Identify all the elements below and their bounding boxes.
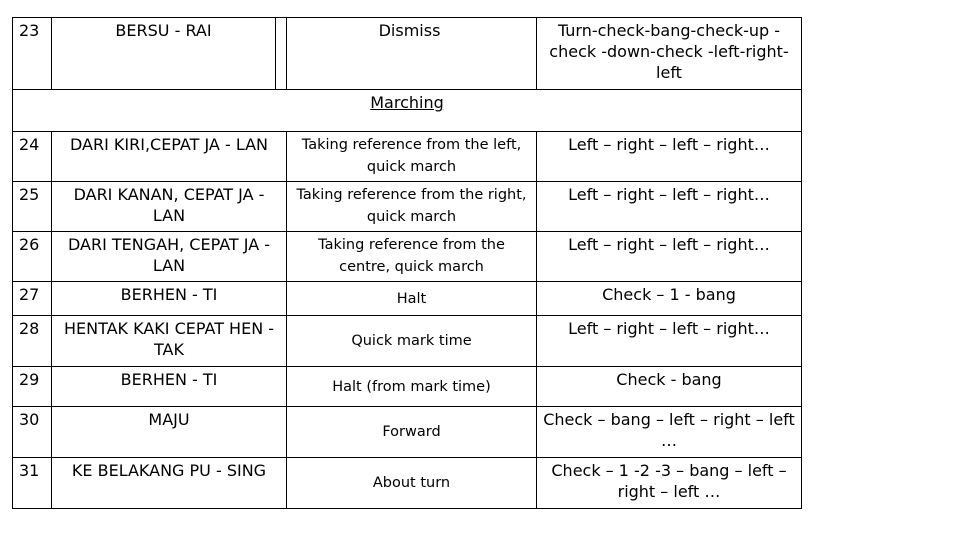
row-number: 31 [13,458,52,509]
malay-command: DARI KANAN, CEPAT JA - LAN [52,182,287,232]
table-row [13,18,802,90]
english-command: Taking reference from the centre, quick march [287,232,537,282]
section-header [13,90,802,132]
count-sequence: Check – bang – left – right – left … [537,407,802,458]
malay-command: KE BELAKANG PU - SING [52,458,287,509]
divider-cell [276,18,287,90]
table-row [13,132,802,182]
row-number: 30 [13,407,52,458]
malay-command: DARI KIRI,CEPAT JA - LAN [52,132,287,182]
section-title: Marching [370,93,444,112]
row-number: 29 [13,367,52,407]
english-command: Halt [287,282,537,316]
malay-command: DARI TENGAH, CEPAT JA - LAN [52,232,287,282]
english-command: Halt (from mark time) [287,367,537,407]
count-sequence: Left – right – left – right… [537,232,802,282]
malay-command: BERHEN - TI [52,367,287,407]
table-row [13,367,802,407]
english-command: About turn [287,458,537,509]
count-sequence: Check - bang [537,367,802,407]
table-row [13,182,802,232]
table-row [13,282,802,316]
count-sequence: Left – right – left – right… [537,316,802,367]
row-number: 26 [13,232,52,282]
malay-command: MAJU [52,407,287,458]
row-number: 25 [13,182,52,232]
row-number: 28 [13,316,52,367]
english-command: Forward [287,407,537,458]
section-row [13,90,802,132]
drill-commands-table [12,17,802,509]
english-command: Dismiss [287,18,537,90]
malay-command: HENTAK KAKI CEPAT HEN - TAK [52,316,287,367]
row-number: 23 [13,18,52,90]
count-sequence: Left – right – left – right… [537,182,802,232]
row-number: 24 [13,132,52,182]
english-command: Quick mark time [287,316,537,367]
english-command: Taking reference from the right, quick march [287,182,537,232]
count-sequence: Left – right – left – right… [537,132,802,182]
table-row [13,316,802,367]
table-row [13,407,802,458]
count-sequence: Check – 1 -2 -3 – bang – left – right – left … [537,458,802,509]
count-sequence: Check – 1 - bang [537,282,802,316]
count-sequence: Turn-check-bang-check-up -check -down-check -left-right-left [537,18,802,90]
row-number: 27 [13,282,52,316]
table-row [13,458,802,509]
malay-command: BERHEN - TI [52,282,287,316]
table-row [13,232,802,282]
english-command: Taking reference from the left, quick march [287,132,537,182]
malay-command: BERSU - RAI [52,18,276,90]
